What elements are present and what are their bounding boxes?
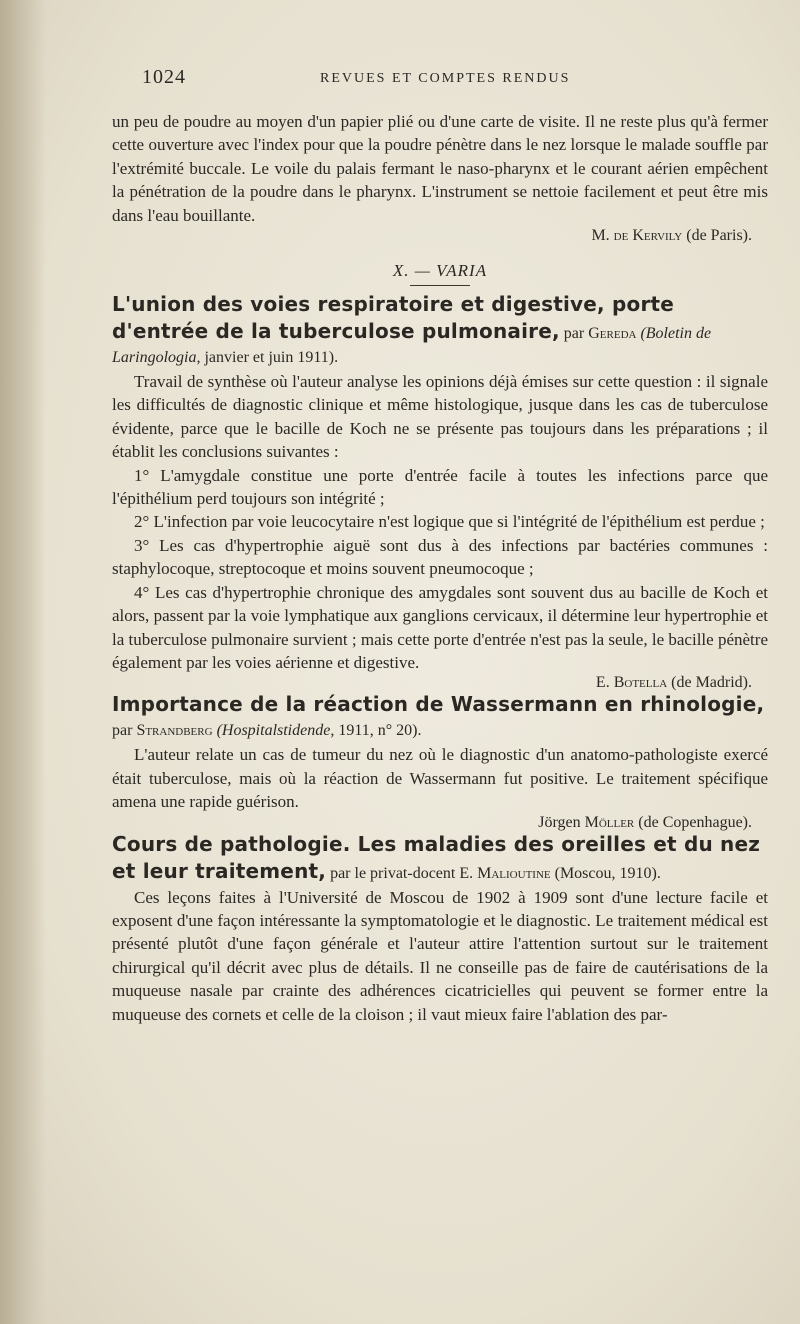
article-2-heading: Importance de la réaction de Wassermann en rhinologie, par Strandberg (Hospitalstidende, 1911, n° 20). [112,692,765,740]
page-body [112,110,768,1026]
article-1-item-2: 2° L'infection par voie leucocytaire n'est logique que si l'intégrité de l'épithélium est perdue ; [134,512,765,532]
article-2-signature: Jörgen Möller (de Copenhague). [538,813,752,831]
intro-signature: M. de Kervily (de Paris). [591,227,752,245]
article-3-title: Cours de pathologie. Les maladies des oreilles et du nez et leur traitement, [112,831,761,883]
article-1-item-4: 4° Les cas d'hypertrophie chronique des amygdales sont souvent dus au bacille de Koch et alors, passent par la voie lymphatique aux ganglions cervicaux, il détermine leur hypertrophie et la tuberculose pulmonaire survient ; mais cette porte d'entrée n'est pas la seule, le bacille pénètre également par les voies aérienne et digestive. [112,582,768,672]
article-2-title: Importance de la réaction de Wassermann en rhinologie, [112,692,765,717]
article-1-heading: L'union des voies respiratoire et digestive, porte d'entrée de la tuberculose pulmonaire, par Gereda (Boletin de Laringologia, janvier et juin 1911). [112,292,712,367]
article-1-title: L'union des voies respiratoire et digestive, porte d'entrée de la tuberculose pulmonaire, [112,292,675,344]
article-1-item-3: 3° Les cas d'hypertrophie aiguë sont dus à des infections par bactéries communes : staphylocoque, streptocoque et moins souvent pneumocoque ; [112,535,768,579]
intro-paragraph: un peu de poudre au moyen d'un papier plié ou d'une carte de visite. Il ne reste plus qu'à fermer cette ouverture avec l'index pour que la poudre pénètre dans le nez lorsque le malade souffle par l'extrémité buccale. Le voile du palais fermant le naso-pharynx et le courant aérien empêchent la pénétration de la poudre dans le pharynx. L'instrument se nettoie facilement et peut être mis dans l'eau bouillante. [112,112,768,225]
running-title: REVUES ET COMPTES RENDUS [320,71,571,86]
section-title: X. — VARIA [392,261,488,281]
page-header [142,66,762,96]
article-3-paragraph: Ces leçons faites à l'Université de Moscou de 1902 à 1909 sont d'une lecture facile et exposent d'une façon intéressante la symptomatologie et le diagnostic. Le traitement médical est présenté plutôt d'une façon générale et l'auteur attire l'attention surtout sur le traitement chirurgical qu'il décrit avec plus de détails. Il ne conseille pas de faire de cautérisations de la muqueuse nasale par crainte des adhérences cicatricielles qui peuvent se former entre la muqueuse des cornets et celle de la cloison ; il vaut mieux faire l'ablation des par- [112,887,768,1024]
page-edge-shadow [0,0,46,1324]
page-number: 1024 [142,66,186,88]
article-1-signature: E. Botella (de Madrid). [595,674,752,692]
article-3-heading: Cours de pathologie. Les maladies des oreilles et du nez et leur traitement, par le privat-docent E. Malioutine (Moscou, 1910). [112,831,761,883]
section-rule [410,285,470,286]
article-2-paragraph: L'auteur relate un cas de tumeur du nez où le diagnostic d'un anatomo-pathologiste exercé était tuberculose, mais où la réaction de Wassermann fut positive. Le traitement spécifique amena une rapide guérison. [112,745,768,812]
article-1-paragraph: Travail de synthèse où l'auteur analyse les opinions déjà émises sur cette question : il signale les difficultés de diagnostic clinique et même histologique, jusque dans les cas de tuberculose évidente, parce que le bacille de Koch ne se présente pas toujours dans les préparations ; il établit les conclusions suivantes : [112,372,768,462]
article-1-item-1: 1° L'amygdale constitue une porte d'entrée facile à toutes les infections parce que l'épithélium perd toujours son intégrité ; [112,465,768,509]
intro-author-name: de Kervily [613,227,683,245]
